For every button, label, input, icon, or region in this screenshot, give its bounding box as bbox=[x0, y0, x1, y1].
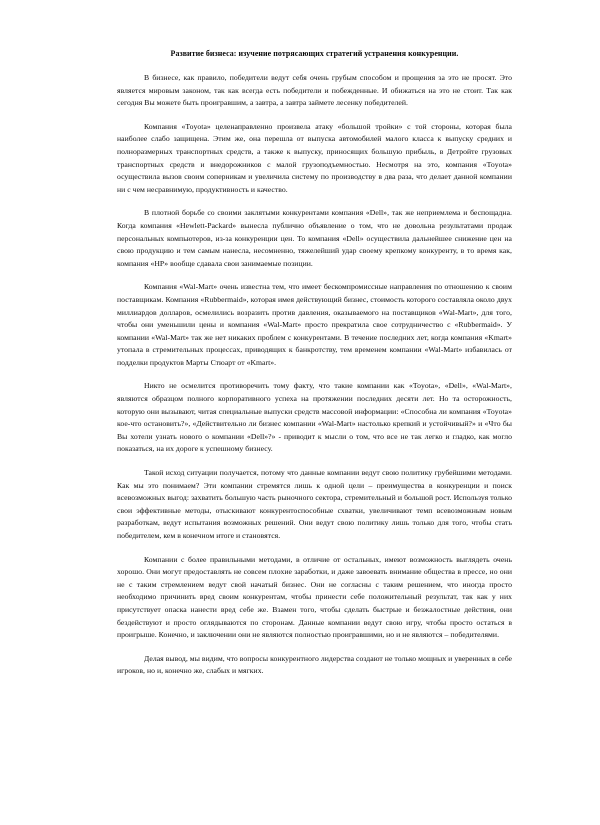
paragraph-dell-hp: В плотной борьбе со своими заклятыми конкурентами компания «Dell», так же неприемлема и беспощадна. Когда компания «Hewlett-Packard» вынесла публично объявление о том, что не довольна результатами продаж персональных компьютеров, из-за конкуренции цен. То компания «Dell» осуществила дальнейшее снижение цен на свою продукцию и тем самым нанесла, несомненно, тяжелейший удар своему крепкому конкуренту, в то время как, компания «HP» вообще сдавала свои занимаемые позиции. bbox=[117, 208, 512, 268]
paragraph-nobody-dares: Никто не осмелится противоречить тому факту, что такие компании как «Toyota», «Dell», «Wal-Mart», являются образцом полного корпоративного успеха на протяжении последних десяти лет. Но та осторожность, которую они вызывают, читая специальные выпуски средств массовой информации: «Способна ли компания «Toyota» кое-что остановить?», «Действительно ли бизнес компании «Wal-Mart» настолько крепкий и устойчивый?» и «Что бы Вы хотели узнать нового о компании «Dell»?» - приводит к мысли о том, что все не так легко и гладко, как могло показаться, на их дороге к успешному бизнесу. bbox=[117, 381, 512, 454]
paragraph-walmart: Компания «Wal-Mart» очень известна тем, что имеет бескомпромиссные направления по отношению к своим поставщикам. Компания «Rubbermaid», которая имея действующий бизнес, стоимость которого составляла около двух миллиардов долларов, осмелились возразить против давления, оказываемого на поставщиков «Wal-Mart», для того, чтобы они уменьшили цены и компания «Wal-Mart» просто прекратила свое сотрудничество с «Rubbermaid». У компании «Wal-Mart» так же нет никаких проблем с конкурентами. В течение последних лет, когда компания «Kmart» утопала в стремительных процессах, приводящих к банкротству, тем временем компании «Wal-Mart» избавилась от подделки продуктов Марты Стюарт от «Kmart». bbox=[117, 282, 512, 367]
paragraph-right-methods: Компании с более правильными методами, в отличие от остальных, имеют возможность выглядеть очень хорошо. Они могут предоставлять не совсем плохие заработки, и даже завоевать внимание общества в прессе, но они не с таким стремлением ведут свой начатый бизнес. Они не согласны с таким решением, что иногда просто необходимо причинить вред своим конкурентам, чтобы принести себе положительный результат, так как у них присутствует опаска нанести вред себе же. Взамен того, чтобы сделать быстрые и безжалостные действия, они бездействуют и просто оглядываются по сторонам. Данные компании ведут свою игру, чтобы просто остаться в проигрыше. Конечно, и заключении они не являются полностью проигравшими, но и не являются – победителями. bbox=[117, 554, 512, 640]
document-body bbox=[117, 72, 512, 678]
document-title: Развитие бизнеса: изучение потрясающих стратегий устранения конкуренции. bbox=[170, 49, 459, 58]
paragraph-outcome: Такой исход ситуации получается, потому что данные компании ведут свою политику грубейшими методами. Как мы это понимаем? Эти компании стремятся лишь к одной цели – преимущества в конкуренции и поиск всевозможных выгод: захватить большую часть рыночного сектора, стремительный и большой рост. Используя только свои эффективные методы, отыскивают конкурентоспособные схватки, увеличивают темп всевозможным новым разработкам, ведут испытания возможных решений. Они ведут свою политику лишь только для того, чтобы стать победителем, кем в конечном итоге и становятся. bbox=[117, 468, 512, 540]
paragraph-conclusion: Делая вывод, мы видим, что вопросы конкурентного лидерства создают не только мощных и уверенных в себе игроков, но и, конечно же, слабых и мягких. bbox=[117, 653, 512, 676]
paragraph-toyota: Компания «Toyota» целенаправленно произвела атаку «большой тройки» с той стороны, которая была наиболее слабо защищена. Этим же, она перешла от выпуска автомобилей малого класса к выпуску средних и полноразмерных транспортных средств, а также к выпуску, приносящих большую прибыль, в Детройте грузовых транспортных средств и внедорожников с малой грузоподъемностью. Несмотря на это, компания «Toyota» осуществила вызов своим соперникам и увеличила систему по производству в два раза, что делает данной компании ни с чем несравнимую, продуктивность и качество. bbox=[117, 121, 512, 194]
paragraph-intro: В бизнесе, как правило, победители ведут себя очень грубым способом и прощения за это не просят. Это является мировым законом, так как всегда есть победители и побежденные. И обижаться на это не стоит. Так как сегодня Вы можете быть проигравшим, а завтра, а завтра займете лесенку победителей. bbox=[117, 73, 512, 108]
